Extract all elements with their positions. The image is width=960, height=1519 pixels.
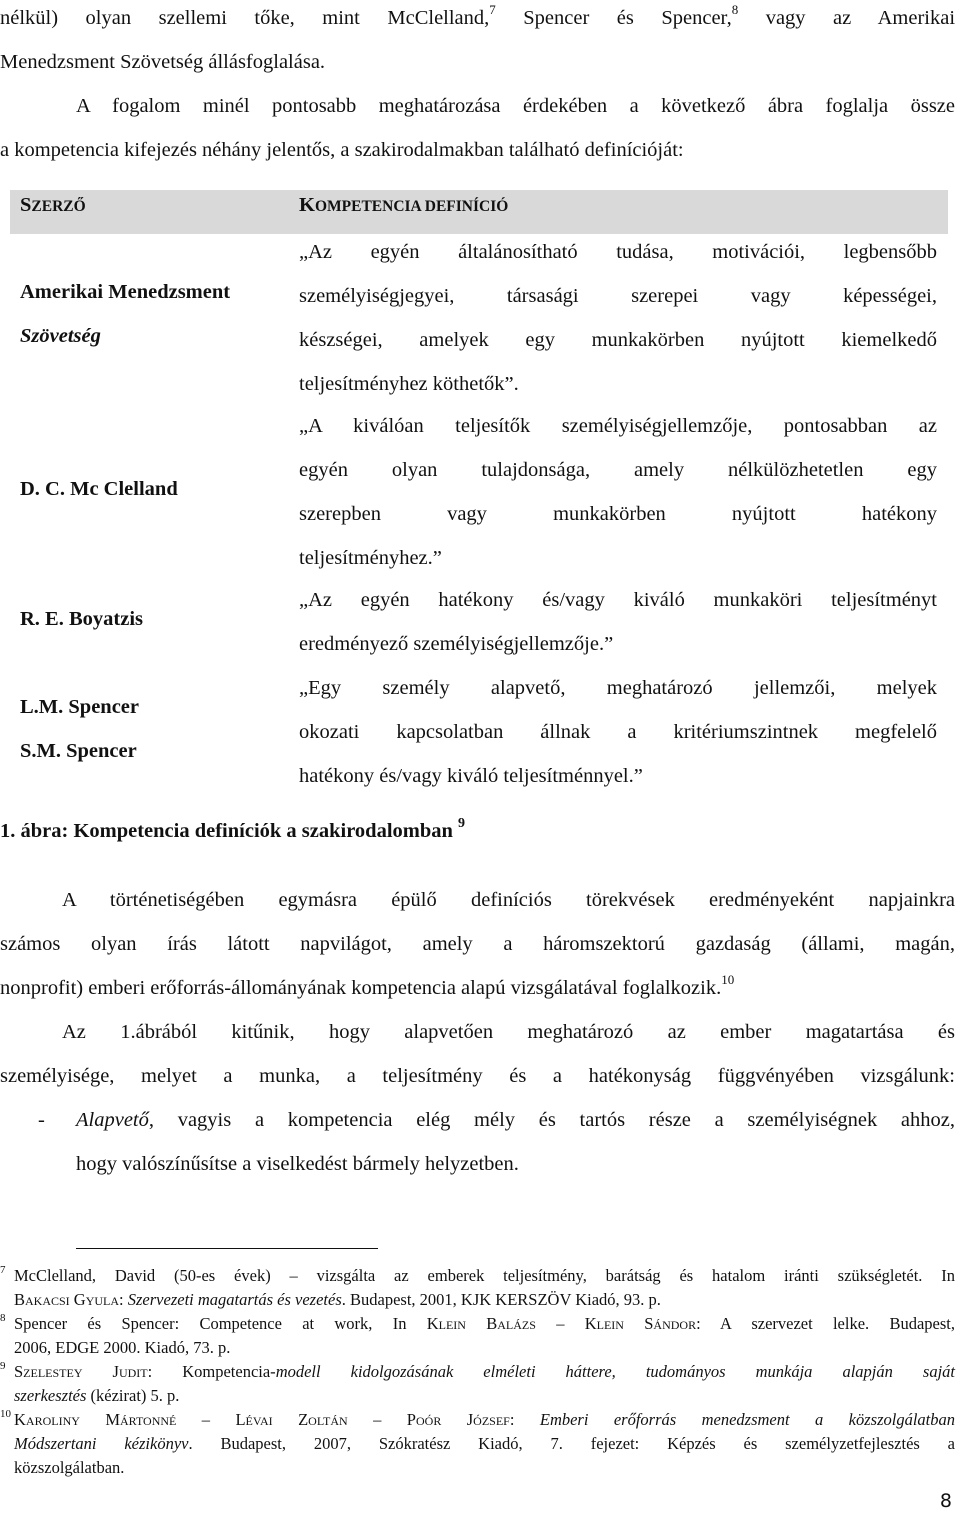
intro-paragraph — [0, 0, 955, 172]
author-lm-spencer: L.M. Spencer — [20, 696, 139, 718]
definition-row-3: „Az egyén hatékony és/vagy kiváló munkaköri teljesítményt eredményező személyiségjellemzője.” — [299, 589, 937, 655]
author-amerikai: Amerikai Menedzsment — [20, 281, 231, 303]
definition-row-2: „A kiválóan teljesítők személyiségjellemzője, pontosabban az egyén olyan tulajdonsága, amely nélkülözhetetlen egy szerepben vagy munkakörben nyújtott hatékony teljesítményhez.” — [299, 415, 937, 569]
page-number: 8 — [939, 1490, 952, 1512]
figure-caption: 1. ábra: Kompetencia definíciók a szakirodalomban $^9$ — [0, 816, 466, 842]
bullet-dash: - — [38, 1109, 45, 1131]
header-author: SZERZŐ — [20, 194, 86, 216]
definition-row-4: „Egy személy alapvető, meghatározó jellemzői, melyek okozati kapcsolatban állnak a kritériumszintnek megfelelő hatékony és/vagy kiváló teljesítménnyel.” — [299, 677, 937, 787]
footnote-ref-10: 10 — [721, 972, 735, 988]
bullet-item: - Alapvető, vagyis a kompetencia elég mély és tartós része a személyiségnek ahhoz, hogy valószínűsítse a viselkedést bármely helyzetben. — [0, 1098, 955, 1186]
header-definition: KOMPETENCIA DEFINÍCIÓ — [299, 194, 509, 216]
footnote-ref-7: 7 — [489, 2, 496, 18]
body-paragraph-2: Az 1.ábrából kitűnik, hogy alapvetően meghatározó az ember magatartása és személyisége, melyet a munka, a teljesítmény és a hatékonyság függvényében vizsgálunk: — [0, 1021, 955, 1087]
footnote-ref-8: 8 — [731, 2, 739, 18]
body-paragraph-1: A történetiségében egymásra épülő definíciós törekvések eredményeként napjainkra számos olyan írás látott napvilágot, amely a háromszektorú gazdaság (állami, magán, nonprofit) emberi erőforrás-állományának kompetencia alapú vizsgálatával foglalkozik.$^{10}$ — [0, 889, 955, 999]
footnote-9: 9 Szelestey Judit: Kompetencia-modell kidolgozásának elméleti háttere, tudományos munkája alapján saját szerkesztés (kézirat) 5. p. — [0, 1360, 955, 1405]
author-szovetseg: Szövetség — [20, 325, 101, 347]
footnote-10: 10 Karoliny Mártonné – Lévai Zoltán – Poór József: Emberi erőforrás menedzsment a közszolgálatban Módszertani kézikönyv. Budapest, 2007, Szókratész Kiadó, 7. fejezet: Képzés és személyzetfejlesztés a közszolgálatban. — [0, 1408, 956, 1477]
intro-line-1: nélkül) olyan szellemi tőke, mint McClelland,$^7$ Spencer és Spencer,$^8$ vagy az Amerikai — [0, 2, 956, 29]
intro-line-4: a kompetencia kifejezés néhány jelentős, a szakirodalmakban található definícióját: — [0, 139, 684, 161]
footnote-7: 7 McClelland, David (50-es évek) – vizsgálta az emberek teljesítmény, barátság és hatalom iránti szükségletét. In Bakacsi Gyula: Szervezeti magatartás és vezetés. Budapest, 2001, KJK KERSZÖV Kiadó, 93. p. — [0, 1264, 955, 1309]
footnote-ref-9: 9 — [458, 816, 466, 832]
footnote-separator — [76, 1248, 378, 1249]
intro-line-2: Menedzsment Szövetség állásfoglalása. — [0, 51, 326, 73]
author-sm-spencer: S.M. Spencer — [20, 740, 137, 762]
footnote-8: 8 Spencer és Spencer: Competence at work, In Klein Balázs – Klein Sándor: A szervezet lelke. Budapest, 2006, EDGE 2000. Kiadó, 73. p. — [0, 1312, 955, 1357]
intro-line-3: A fogalom minél pontosabb meghatározása érdekében a következő ábra foglalja össze — [76, 95, 955, 117]
author-mcclelland: D. C. Mc Clelland — [20, 478, 178, 500]
definition-row-1: „Az egyén általánosítható tudása, motivációi, legbensőbb személyiségjegyei, társasági szerepei vagy képességei, készségei, amelyek egy munkakörben nyújtott kiemelkedő teljesítményhez köthetők”. — [299, 241, 937, 395]
author-boyatzis: R. E. Boyatzis — [20, 608, 143, 630]
